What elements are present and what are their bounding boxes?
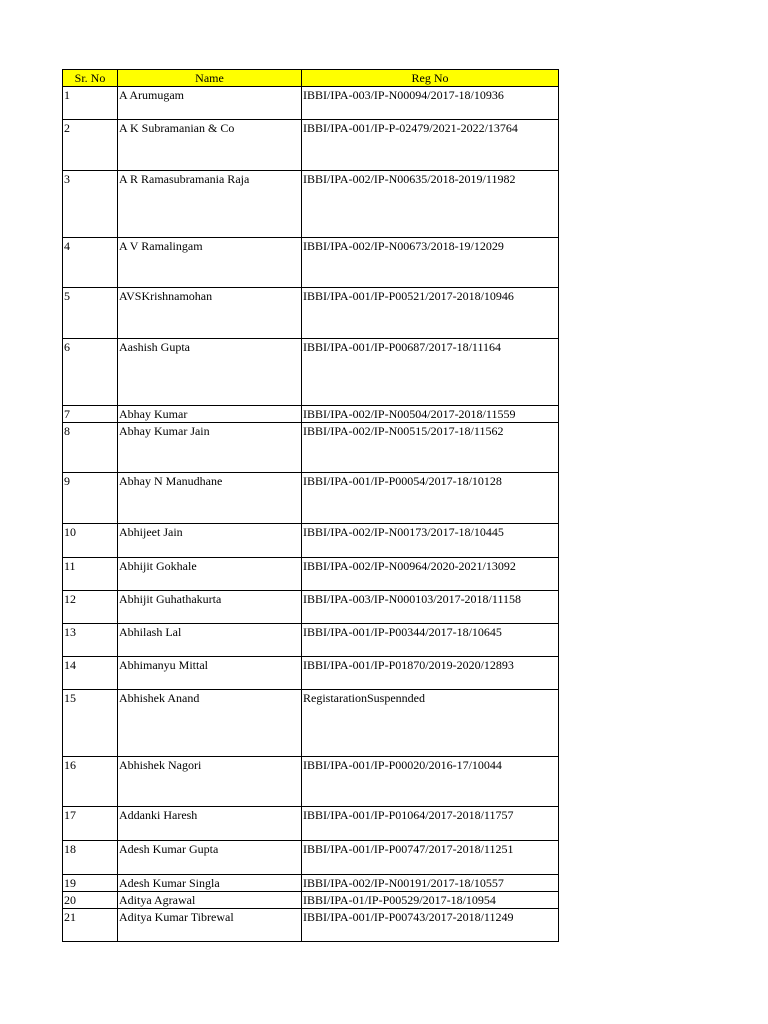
cell-name: Abhijeet Jain (118, 524, 302, 558)
table-row (63, 406, 559, 423)
table-row (63, 841, 559, 875)
cell-name: Abhijit Gokhale (118, 558, 302, 591)
registration-table (62, 69, 559, 942)
cell-reg-no: IBBI/IPA-001/IP-P00020/2016-17/10044 (302, 757, 559, 807)
table-body (63, 87, 559, 942)
cell-reg-no: IBBI/IPA-001/IP-P00521/2017-2018/10946 (302, 288, 559, 339)
cell-name: Abhishek Nagori (118, 757, 302, 807)
table-header (63, 70, 559, 87)
cell-reg-no: IBBI/IPA-003/IP-N00094/2017-18/10936 (302, 87, 559, 120)
cell-name: Abhishek Anand (118, 690, 302, 757)
table-row (63, 288, 559, 339)
table-row (63, 892, 559, 909)
cell-name: Adesh Kumar Gupta (118, 841, 302, 875)
cell-sr-no: 9 (63, 473, 118, 524)
cell-name: Abhimanyu Mittal (118, 657, 302, 690)
cell-reg-no: IBBI/IPA-002/IP-N00673/2018-19/12029 (302, 238, 559, 288)
table-row (63, 473, 559, 524)
cell-sr-no: 3 (63, 171, 118, 238)
table-row (63, 624, 559, 657)
cell-name: Addanki Haresh (118, 807, 302, 841)
cell-reg-no: IBBI/IPA-001/IP-P-02479/2021-2022/13764 (302, 120, 559, 171)
table-row (63, 120, 559, 171)
cell-reg-no: IBBI/IPA-001/IP-P01870/2019-2020/12893 (302, 657, 559, 690)
cell-sr-no: 14 (63, 657, 118, 690)
table-row (63, 558, 559, 591)
cell-name: Abhay N Manudhane (118, 473, 302, 524)
cell-reg-no: IBBI/IPA-001/IP-P01064/2017-2018/11757 (302, 807, 559, 841)
cell-reg-no: IBBI/IPA-001/IP-P00687/2017-18/11164 (302, 339, 559, 406)
table-row (63, 238, 559, 288)
table-row (63, 757, 559, 807)
table-row (63, 339, 559, 406)
cell-sr-no: 2 (63, 120, 118, 171)
cell-sr-no: 4 (63, 238, 118, 288)
cell-reg-no: IBBI/IPA-002/IP-N00504/2017-2018/11559 (302, 406, 559, 423)
cell-sr-no: 20 (63, 892, 118, 909)
table-row (63, 524, 559, 558)
cell-sr-no: 5 (63, 288, 118, 339)
cell-reg-no: IBBI/IPA-002/IP-N00635/2018-2019/11982 (302, 171, 559, 238)
cell-sr-no: 11 (63, 558, 118, 591)
cell-reg-no: IBBI/IPA-01/IP-P00529/2017-18/10954 (302, 892, 559, 909)
cell-sr-no: 6 (63, 339, 118, 406)
table-row (63, 591, 559, 624)
cell-sr-no: 8 (63, 423, 118, 473)
cell-sr-no: 7 (63, 406, 118, 423)
header-reg-no: Reg No (302, 70, 559, 87)
table-row (63, 807, 559, 841)
cell-reg-no: IBBI/IPA-001/IP-P00054/2017-18/10128 (302, 473, 559, 524)
cell-sr-no: 16 (63, 757, 118, 807)
cell-reg-no: RegistarationSuspennded (302, 690, 559, 757)
cell-name: Aditya Agrawal (118, 892, 302, 909)
cell-name: A V Ramalingam (118, 238, 302, 288)
cell-name: Abhijit Guhathakurta (118, 591, 302, 624)
cell-sr-no: 13 (63, 624, 118, 657)
header-name: Name (118, 70, 302, 87)
cell-name: AVSKrishnamohan (118, 288, 302, 339)
cell-reg-no: IBBI/IPA-002/IP-N00515/2017-18/11562 (302, 423, 559, 473)
cell-sr-no: 10 (63, 524, 118, 558)
cell-name: Adesh Kumar Singla (118, 875, 302, 892)
table-row (63, 423, 559, 473)
cell-reg-no: IBBI/IPA-001/IP-P00344/2017-18/10645 (302, 624, 559, 657)
cell-name: Abhay Kumar Jain (118, 423, 302, 473)
table-row (63, 171, 559, 238)
header-row (63, 70, 559, 87)
cell-sr-no: 17 (63, 807, 118, 841)
cell-name: Abhilash Lal (118, 624, 302, 657)
table-row (63, 909, 559, 942)
cell-name: Aashish Gupta (118, 339, 302, 406)
cell-name: Abhay Kumar (118, 406, 302, 423)
table-row (63, 657, 559, 690)
cell-sr-no: 1 (63, 87, 118, 120)
table-row (63, 690, 559, 757)
cell-reg-no: IBBI/IPA-001/IP-P00743/2017-2018/11249 (302, 909, 559, 942)
cell-reg-no: IBBI/IPA-002/IP-N00191/2017-18/10557 (302, 875, 559, 892)
cell-name: A Arumugam (118, 87, 302, 120)
cell-name: A R Ramasubramania Raja (118, 171, 302, 238)
header-sr-no: Sr. No (63, 70, 118, 87)
cell-sr-no: 12 (63, 591, 118, 624)
cell-sr-no: 19 (63, 875, 118, 892)
table-row (63, 87, 559, 120)
cell-reg-no: IBBI/IPA-002/IP-N00173/2017-18/10445 (302, 524, 559, 558)
cell-reg-no: IBBI/IPA-002/IP-N00964/2020-2021/13092 (302, 558, 559, 591)
cell-sr-no: 15 (63, 690, 118, 757)
cell-reg-no: IBBI/IPA-001/IP-P00747/2017-2018/11251 (302, 841, 559, 875)
cell-sr-no: 18 (63, 841, 118, 875)
cell-name: A K Subramanian & Co (118, 120, 302, 171)
cell-reg-no: IBBI/IPA-003/IP-N000103/2017-2018/11158 (302, 591, 559, 624)
cell-name: Aditya Kumar Tibrewal (118, 909, 302, 942)
table-row (63, 875, 559, 892)
cell-sr-no: 21 (63, 909, 118, 942)
